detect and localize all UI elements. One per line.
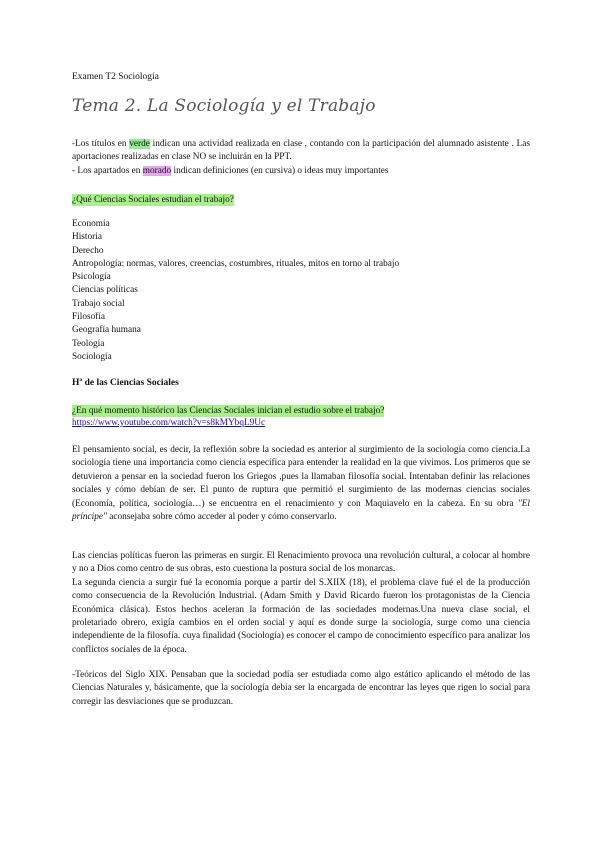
list-item: Economía (72, 219, 110, 229)
paragraph-theorists: -Teóricos del Siglo XIX. Pensaban que la sociedad podía ser estudiada como algo estático aplicando el método de las Ciencias Naturales y, básicamente, que la sociología debía ser la encargada de encontrar las leyes que rigen lo social para corregir las desviaciones que se produzcan. (72, 670, 530, 707)
list-item: Teología (72, 338, 105, 349)
document-header: Examen T2 Sociología (72, 72, 159, 82)
question-sciences: ¿Qué Ciencias Sociales estudian el trabajo? (72, 195, 234, 205)
section-heading: Hª de las Ciencias Sociales (72, 378, 179, 388)
list-item: Trabajo social (72, 298, 125, 309)
intro-line1-post: indican una actividad realizada en clase , contando con la participación del alumnado asistente . Las aportaciones realizadas en clase NO se incluirán en la PPT. (72, 139, 530, 163)
paragraph-social-thought (72, 444, 530, 524)
paragraph-sciences-origin (72, 550, 530, 657)
youtube-link[interactable]: https://www.youtube.com/watch?v=s8kMYbqL9Uc (72, 418, 266, 428)
intro-line2-post: indican definiciones (en cursiva) o ideas muy importantes (171, 165, 389, 176)
purple-highlight-word: morado (142, 165, 172, 176)
list-item: Ciencias políticas (72, 285, 138, 296)
list-item: Geografía humana (72, 325, 141, 336)
list-item: Psicología (72, 272, 111, 283)
document-title: Tema 2. La Sociología y el Trabajo (72, 96, 376, 116)
para2-second: La segunda ciencia a surgir fué la economía porque a partir del S.XIIX (18), el problema clave fué el de la producción como consecuencia de la Revolución Industrial. (Adam Smith y David Ricardo fueron los protagonistas de la Ciencia Económica clásica). Estos hechos aceleran la formación de las sociedades modernas.Una nueva clase social, el proletariado obrero, exigía cambios en el orden social y aquí es donde surge la sociología, surge como una ciencia independiente de la filosofía. cuya finalidad (Sociología) es conocer el campo de conocimiento específico para analizar los conflictos sociales de la época. (72, 577, 530, 655)
list-item: Derecho (72, 245, 104, 256)
intro-line1-pre: -Los títulos en (72, 139, 130, 149)
list-item: Filosofía (72, 312, 106, 323)
list-item: Sociología (72, 351, 112, 362)
para1-end: aconsejaba sobre cómo acceder al poder y cómo conservarlo. (106, 512, 337, 523)
para1-text: El pensamiento social, es decir, la reflexión sobre la sociedad es anterior al surgimiento de la sociología como ciencia.La sociología tiene una importancia como ciencia específica para entender la realidad en la que vivimos. Los primeros que se detuvieron a pensar en la sociedad fueron los Griegos ,pues la llamaban filosofía social. Intentaban definir las relaciones sociales y cómo debían de ser. El punto de ruptura que permitió el surgimiento de las modernas ciencias sociales (Economía, política, sociología…) se encuentra en el renacimiento y con Maquiavelo en la cabeza. En su obra (72, 445, 530, 509)
intro-paragraph (72, 138, 530, 178)
question-history: ¿En qué momento histórico las Ciencias Sociales inician el estudio sobre el trabajo? (72, 406, 385, 416)
list-item: Antropología: normas, valores, creencias, costumbres, rituales, mitos en torno al trabajo (72, 258, 400, 269)
para2-first: Las ciencias políticas fueron las primeras en surgir. El Renacimiento provoca una revolución cultural, a colocar al hombre y no a Dios como centro de sus obras, esto cuestiona la postura social de los monarcas. (72, 551, 530, 575)
intro-line2-pre: - Los apartados en (72, 165, 143, 176)
green-highlight-word: verde (129, 139, 150, 149)
list-item: Historia (72, 232, 102, 243)
sciences-list (72, 218, 399, 364)
book-title: "El príncipe" (72, 498, 530, 523)
